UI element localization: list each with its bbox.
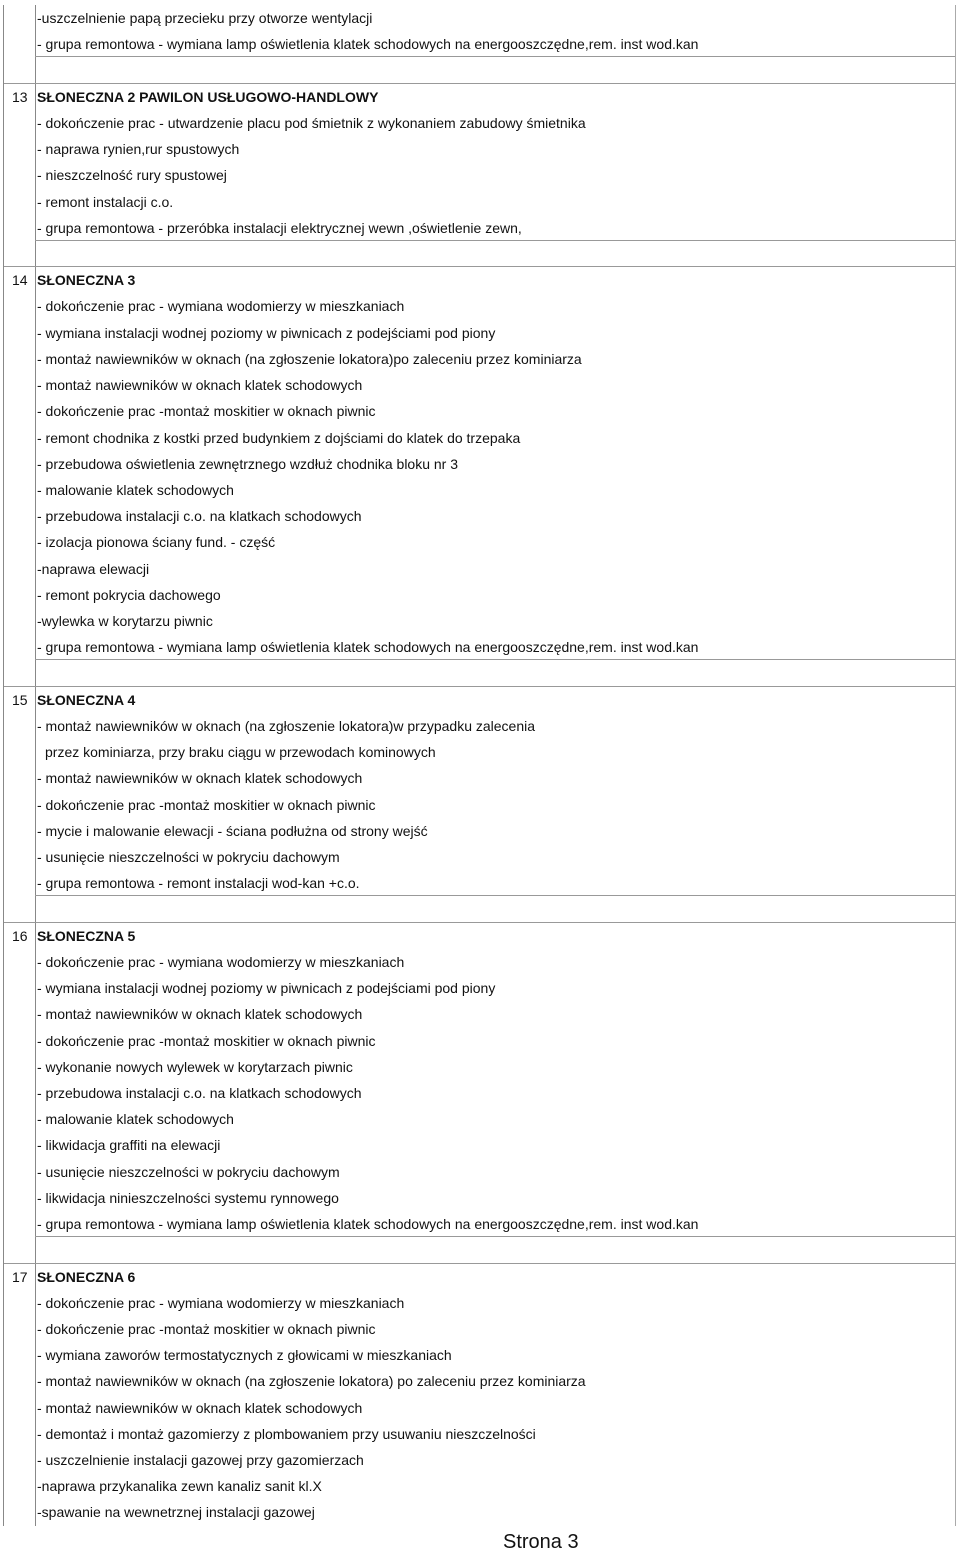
work-item: - likwidacja graffiti na elewacji <box>37 1137 221 1154</box>
work-item: - wymiana zaworów termostatycznych z głowicami w mieszkaniach <box>37 1347 452 1364</box>
work-plan-table <box>3 5 956 1526</box>
work-item: - remont pokrycia dachowego <box>37 586 221 603</box>
work-item: - likwidacja ninieszczelności systemu rynnowego <box>37 1189 339 1206</box>
table-row <box>4 215 955 241</box>
work-item: - malowanie klatek schodowych <box>37 1111 234 1128</box>
page-number: Strona 3 <box>503 1531 579 1553</box>
table-row <box>4 293 955 319</box>
work-item: - montaż nawiewników w oknach (na zgłoszenie lokatora)po zaleceniu przez kominiarza <box>37 350 582 367</box>
table-row <box>4 1080 955 1106</box>
table-row <box>4 398 955 424</box>
table-row <box>4 320 955 346</box>
work-item: - grupa remontowa - wymiana lamp oświetlenia klatek schodowych na energooszczędne,rem. inst wod.kan <box>37 36 699 53</box>
work-item: -naprawa przykanalika zewn kanaliz sanit kl.X <box>37 1478 322 1495</box>
work-item: - montaż nawiewników w oknach (na zgłoszenie lokatora) po zaleceniu przez kominiarza <box>37 1373 586 1390</box>
work-item: - nieszczelność rury spustowej <box>37 167 227 184</box>
table-row <box>4 765 955 791</box>
section-header-row <box>4 84 955 110</box>
work-item: - remont instalacji c.o. <box>37 193 174 210</box>
section-title: SŁONECZNA 4 <box>37 691 136 708</box>
work-item: - wymiana instalacji wodnej poziomy w piwnicach z podejściami pod piony <box>37 324 496 341</box>
work-item: - naprawa rynien,rur spustowych <box>37 141 240 158</box>
table-row <box>4 5 955 31</box>
section-header-row <box>4 1264 955 1290</box>
spacer-row <box>4 241 955 267</box>
section-number: 14 <box>12 272 28 289</box>
section-number: 15 <box>12 691 28 708</box>
table-row <box>4 556 955 582</box>
table-row <box>4 1001 955 1027</box>
table-row <box>4 110 955 136</box>
work-item: - przebudowa oświetlenia zewnętrznego wzdłuż chodnika bloku nr 3 <box>37 455 459 472</box>
table-row <box>4 372 955 398</box>
work-item: - montaż nawiewników w oknach klatek schodowych <box>37 1399 363 1416</box>
table-row <box>4 1395 955 1421</box>
table-row <box>4 529 955 555</box>
spacer-row <box>4 660 955 686</box>
work-item: - grupa remontowa - remont instalacji wod-kan +c.o. <box>37 875 360 892</box>
table-row <box>4 425 955 451</box>
work-item: - dokończenie prac -montaż moskitier w oknach piwnic <box>37 1320 376 1337</box>
spacer-row <box>4 896 955 922</box>
work-item: - grupa remontowa - wymiana lamp oświetlenia klatek schodowych na energooszczędne,rem. inst wod.kan <box>37 639 699 656</box>
table-row <box>4 975 955 1001</box>
table-row <box>4 1499 955 1525</box>
table-row <box>4 189 955 215</box>
work-item: - uszczelnienie instalacji gazowej przy gazomierzach <box>37 1452 364 1469</box>
section-title: SŁONECZNA 2 PAWILON USŁUGOWO-HANDLOWY <box>37 88 379 105</box>
work-item: - dokończenie prac -montaż moskitier w oknach piwnic <box>37 796 376 813</box>
table-row <box>4 451 955 477</box>
section-title: SŁONECZNA 5 <box>37 927 136 944</box>
section-title: SŁONECZNA 6 <box>37 1268 136 1285</box>
work-item: - remont chodnika z kostki przed budynkiem z dojściami do klatek do trzepaka <box>37 429 521 446</box>
table-row <box>4 1421 955 1447</box>
table-row <box>4 136 955 162</box>
table-row <box>4 608 955 634</box>
table-row <box>4 1106 955 1132</box>
work-item: - demontaż i montaż gazomierzy z plombowaniem przy usuwaniu nieszczelności <box>37 1425 536 1442</box>
table-row <box>4 949 955 975</box>
table-row <box>4 844 955 870</box>
work-item: - montaż nawiewników w oknach klatek schodowych <box>37 1006 363 1023</box>
table-row <box>4 31 955 57</box>
work-item: - montaż nawiewników w oknach klatek schodowych <box>37 377 363 394</box>
table-row <box>4 1290 955 1316</box>
table-row <box>4 1132 955 1158</box>
table-row <box>4 1473 955 1499</box>
spacer-row <box>4 57 955 83</box>
table-row <box>4 792 955 818</box>
section-header-row <box>4 923 955 949</box>
work-item: - malowanie klatek schodowych <box>37 481 234 498</box>
section-number: 16 <box>12 927 28 944</box>
table-row <box>4 634 955 660</box>
work-item: - wykonanie nowych wylewek w korytarzach piwnic <box>37 1058 353 1075</box>
section-header-row <box>4 687 955 713</box>
section-header-row <box>4 267 955 293</box>
work-item: - mycie i malowanie elewacji - ściana podłużna od strony wejść <box>37 822 428 839</box>
table-row <box>4 818 955 844</box>
table-row <box>4 477 955 503</box>
table-row <box>4 1447 955 1473</box>
section-number: 17 <box>12 1268 28 1285</box>
work-item: - izolacja pionowa ściany fund. - część <box>37 534 276 551</box>
work-item: - dokończenie prac - wymiana wodomierzy w mieszkaniach <box>37 1294 405 1311</box>
table-row <box>4 1159 955 1185</box>
work-item: - montaż nawiewników w oknach (na zgłoszenie lokatora)w przypadku zalecenia <box>37 717 536 734</box>
table-row <box>4 1368 955 1394</box>
work-item: - dokończenie prac - utwardzenie placu pod śmietnik z wykonaniem zabudowy śmietnika <box>37 114 586 131</box>
work-item: - montaż nawiewników w oknach klatek schodowych <box>37 770 363 787</box>
table-row <box>4 739 955 765</box>
work-item: -naprawa elewacji <box>37 560 150 577</box>
work-item: -spawanie na wewnetrznej instalacji gazowej <box>37 1504 315 1521</box>
work-item: - dokończenie prac - wymiana wodomierzy w mieszkaniach <box>37 953 405 970</box>
work-item: - dokończenie prac -montaż moskitier w oknach piwnic <box>37 403 376 420</box>
work-item: -uszczelnienie papą przecieku przy otworze wentylacji <box>37 10 373 26</box>
work-item: - grupa remontowa - przeróbka instalacji elektrycznej wewn ,oświetlenie zewn, <box>37 219 522 236</box>
table-row <box>4 162 955 188</box>
table-row <box>4 870 955 896</box>
work-item: - wymiana instalacji wodnej poziomy w piwnicach z podejściami pod piony <box>37 980 496 997</box>
table-row <box>4 713 955 739</box>
work-item: -wylewka w korytarzu piwnic <box>37 613 213 630</box>
table-row <box>4 1185 955 1211</box>
work-item: - grupa remontowa - wymiana lamp oświetlenia klatek schodowych na energooszczędne,rem. inst wod.kan <box>37 1216 699 1233</box>
table-row <box>4 503 955 529</box>
work-item: - dokończenie prac - wymiana wodomierzy w mieszkaniach <box>37 298 405 315</box>
spacer-row <box>4 1237 955 1263</box>
work-item: - usunięcie nieszczelności w pokryciu dachowym <box>37 849 340 865</box>
table-row <box>4 1211 955 1237</box>
table-row <box>4 1028 955 1054</box>
table-row <box>4 1316 955 1342</box>
work-item: - przebudowa instalacji c.o. na klatkach schodowych <box>37 508 362 525</box>
table-row <box>4 582 955 608</box>
work-item: przez kominiarza, przy braku ciągu w przewodach kominowych <box>45 744 436 761</box>
section-number: 13 <box>12 88 28 105</box>
work-item: - dokończenie prac -montaż moskitier w oknach piwnic <box>37 1032 376 1049</box>
work-item: - usunięcie nieszczelności w pokryciu dachowym <box>37 1163 340 1180</box>
work-item: - przebudowa instalacji c.o. na klatkach schodowych <box>37 1084 362 1101</box>
table-row <box>4 1054 955 1080</box>
table-row <box>4 1342 955 1368</box>
section-title: SŁONECZNA 3 <box>37 272 136 289</box>
table-row <box>4 346 955 372</box>
